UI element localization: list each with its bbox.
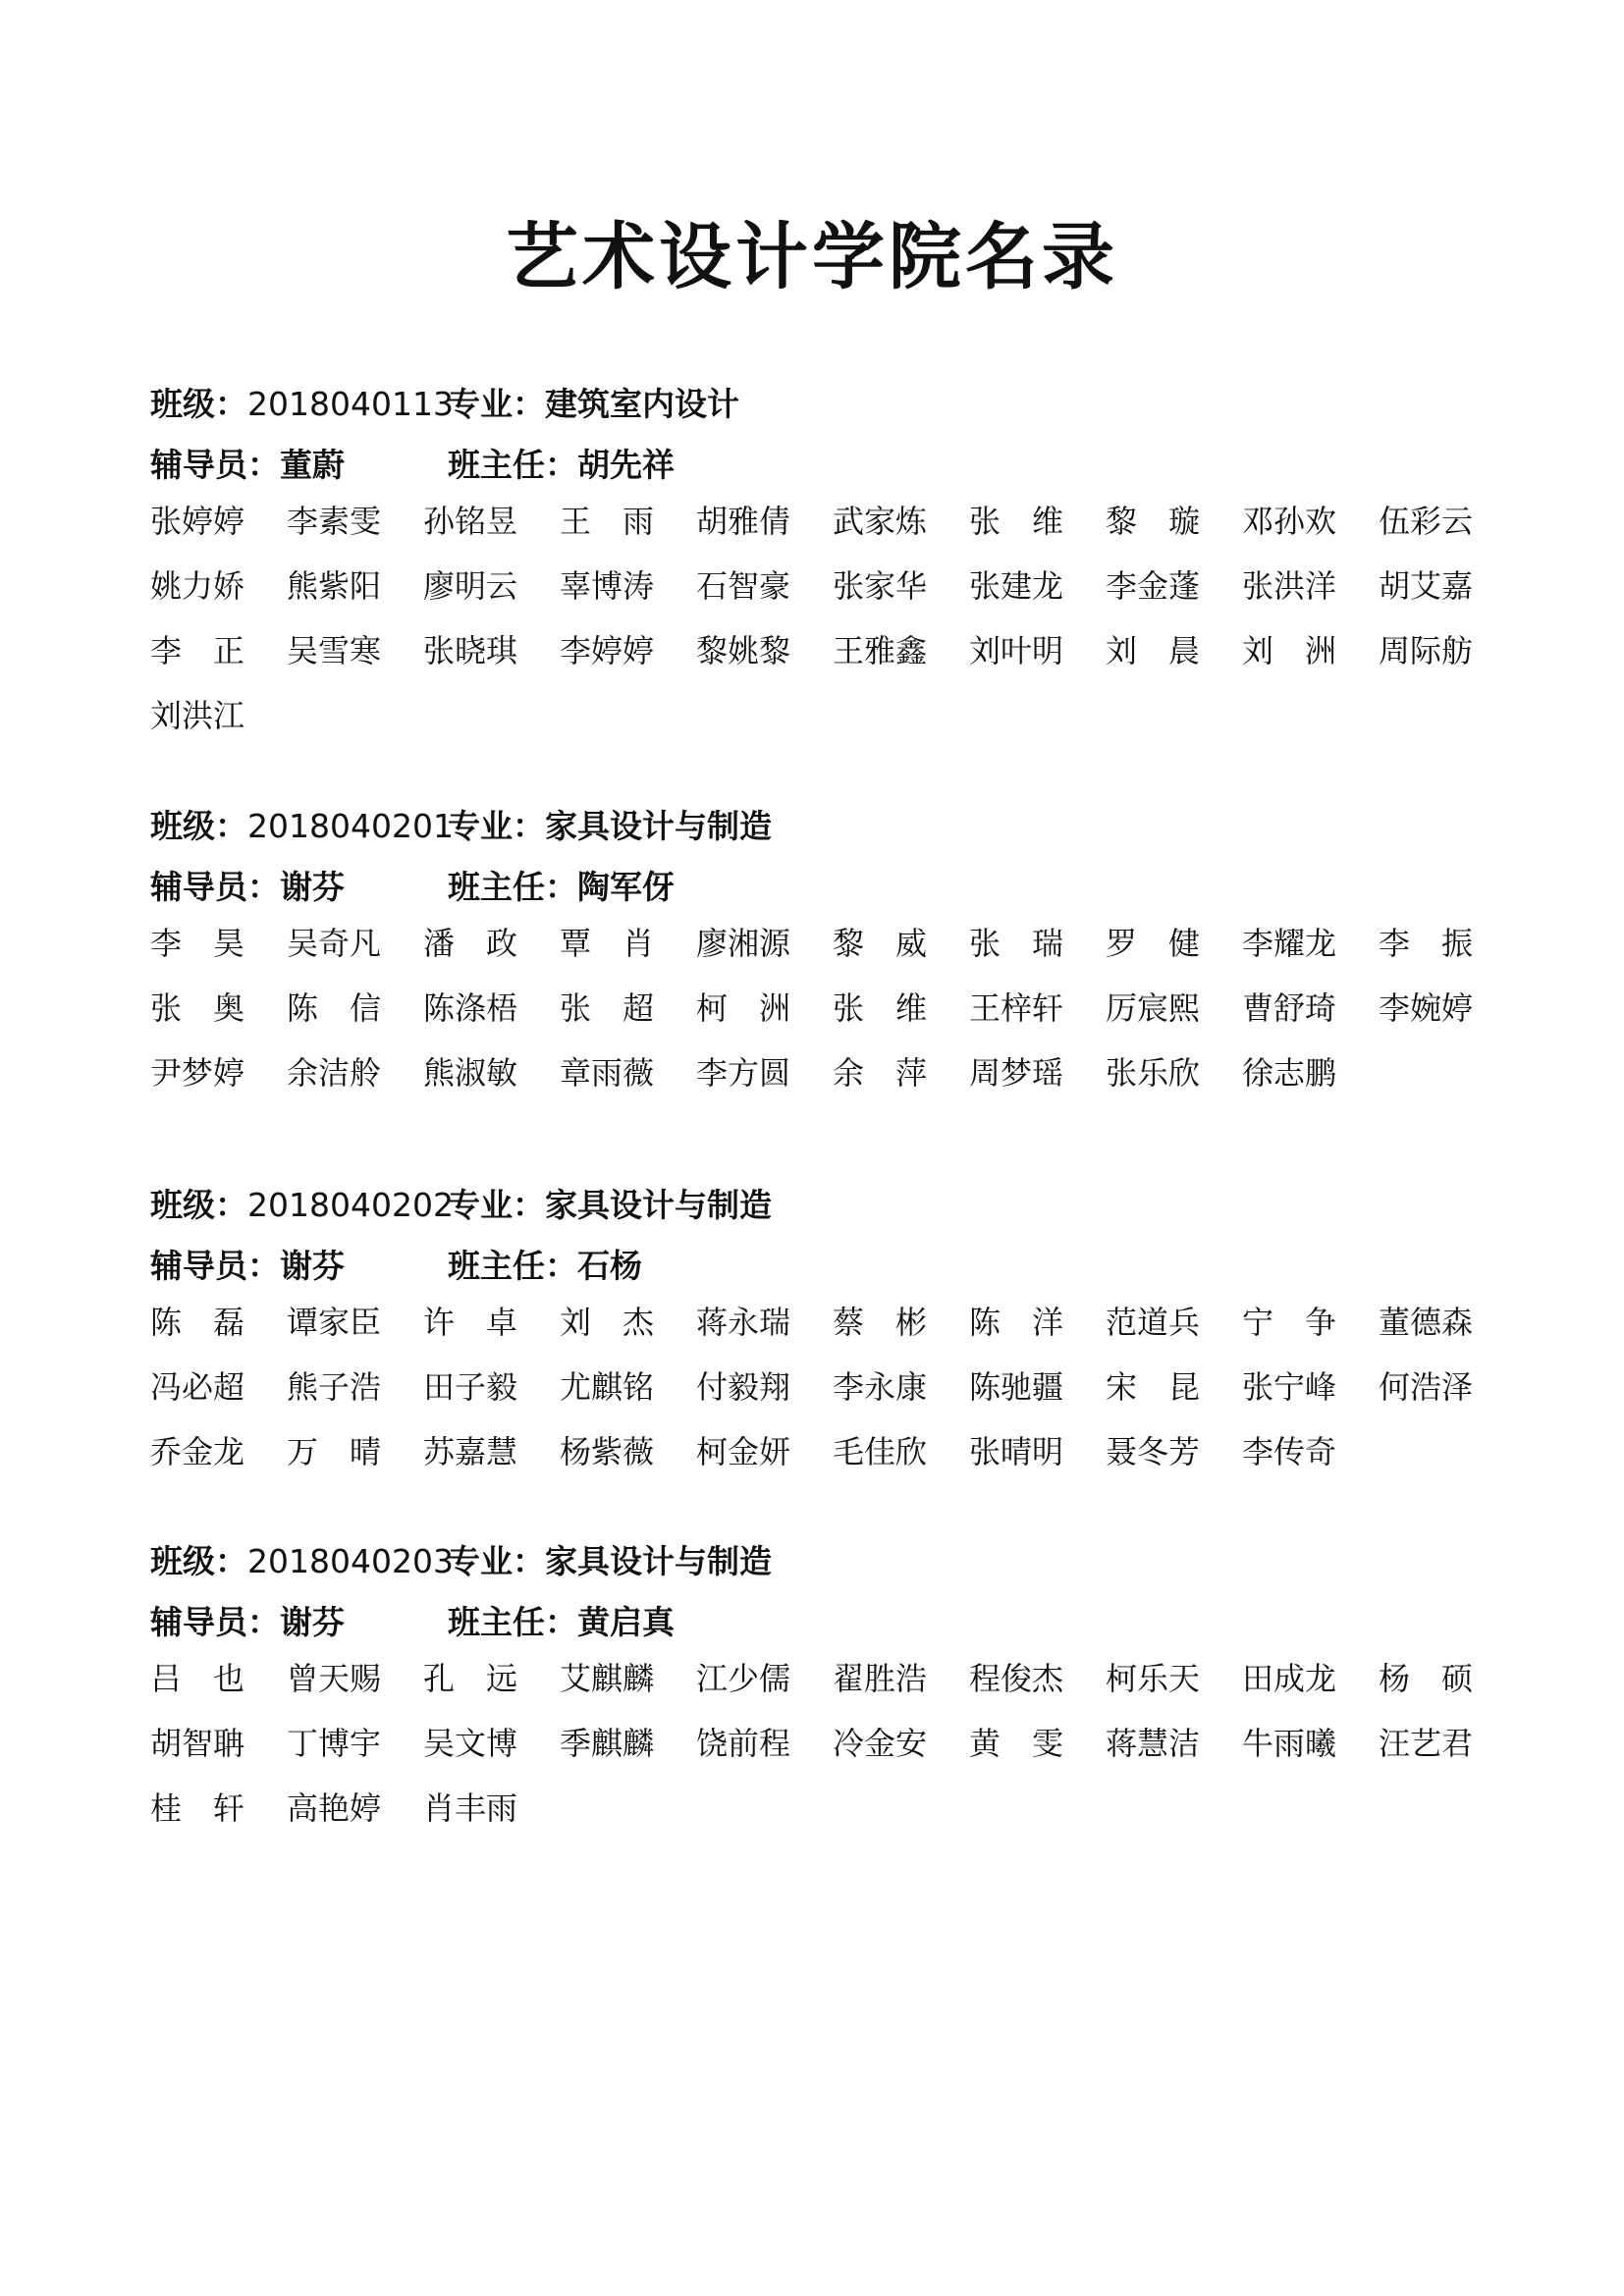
student-name: 高艳婷 — [287, 1789, 382, 1827]
student-name: 余洁舲 — [287, 1054, 382, 1092]
counselor-label: 辅导员： — [150, 868, 280, 906]
student-name: 蒋慧洁 — [1106, 1725, 1201, 1762]
class-number: 2018040201 — [247, 807, 454, 845]
student-name: 辜博涛 — [560, 567, 655, 605]
student-name: 黎 璇 — [1106, 503, 1201, 540]
staff-info-row — [150, 864, 1525, 911]
student-name: 熊淑敏 — [423, 1054, 518, 1092]
student-name: 杨紫薇 — [560, 1433, 655, 1470]
student-name: 曹舒琦 — [1242, 989, 1337, 1027]
student-name: 宋 昆 — [1106, 1368, 1201, 1406]
major-label: 专业： — [448, 385, 545, 423]
student-name: 张 奥 — [150, 989, 245, 1027]
student-name: 陈 洋 — [969, 1304, 1064, 1341]
student-name: 李金蓬 — [1106, 567, 1201, 605]
student-name: 张洪洋 — [1242, 567, 1337, 605]
student-name: 胡智聃 — [150, 1725, 245, 1762]
student-name: 艾麒麟 — [560, 1660, 655, 1697]
student-name: 潘 政 — [423, 925, 518, 962]
major-label: 专业： — [448, 1186, 545, 1224]
student-name: 熊子浩 — [287, 1368, 382, 1406]
student-name: 李婷婷 — [560, 632, 655, 669]
head-teacher-name: 黄启真 — [577, 1603, 675, 1641]
major-info — [448, 1538, 772, 1585]
student-name: 黄 雯 — [969, 1725, 1064, 1762]
student-name: 王梓轩 — [969, 989, 1064, 1027]
student-name: 牛雨曦 — [1242, 1725, 1337, 1762]
student-name: 李 正 — [150, 632, 245, 669]
major-name: 家具设计与制造 — [545, 1542, 772, 1580]
class-label: 班级： — [150, 385, 247, 423]
student-name: 张 维 — [833, 989, 928, 1027]
student-name: 徐志鹏 — [1242, 1054, 1337, 1092]
student-name: 杨 硕 — [1379, 1660, 1474, 1697]
student-name: 张晓琪 — [423, 632, 518, 669]
class-section — [150, 1182, 1525, 1496]
head-teacher-name: 石杨 — [577, 1247, 642, 1285]
student-name: 李 昊 — [150, 925, 245, 962]
student-name: 张乐欣 — [1106, 1054, 1201, 1092]
student-name: 王雅鑫 — [833, 632, 928, 669]
class-info-row — [150, 1182, 1525, 1229]
student-name: 李素雯 — [287, 503, 382, 540]
student-name: 董德森 — [1379, 1304, 1474, 1341]
student-name: 乔金龙 — [150, 1433, 245, 1470]
class-info-row — [150, 381, 1525, 428]
major-info — [448, 803, 772, 850]
student-name: 陈涤梧 — [423, 989, 518, 1027]
major-info — [448, 1182, 772, 1229]
student-name: 程俊杰 — [969, 1660, 1064, 1697]
student-name: 张建龙 — [969, 567, 1064, 605]
student-name: 廖明云 — [423, 567, 518, 605]
student-name: 黎姚黎 — [696, 632, 791, 669]
counselor-name: 谢芬 — [280, 1603, 345, 1641]
major-name: 建筑室内设计 — [545, 385, 739, 423]
student-name: 饶前程 — [696, 1725, 791, 1762]
student-name: 武家炼 — [833, 503, 928, 540]
student-name: 冯必超 — [150, 1368, 245, 1406]
student-name: 谭家臣 — [287, 1304, 382, 1341]
student-name: 周梦瑶 — [969, 1054, 1064, 1092]
student-name: 刘洪江 — [150, 697, 245, 734]
student-name: 张宁峰 — [1242, 1368, 1337, 1406]
student-list — [150, 501, 1525, 760]
student-name: 柯金妍 — [696, 1433, 791, 1470]
student-name: 张家华 — [833, 567, 928, 605]
class-label: 班级： — [150, 807, 247, 845]
counselor-name: 董蔚 — [280, 446, 345, 484]
student-name: 柯 洲 — [696, 989, 791, 1027]
head-teacher-name: 胡先祥 — [577, 446, 675, 484]
student-name: 邓孙欢 — [1242, 503, 1337, 540]
student-name: 曾天赐 — [287, 1660, 382, 1697]
student-name: 田子毅 — [423, 1368, 518, 1406]
student-name: 聂冬芳 — [1106, 1433, 1201, 1470]
counselor-name: 谢芬 — [280, 868, 345, 906]
student-name: 陈 信 — [287, 989, 382, 1027]
student-name: 尤麒铭 — [560, 1368, 655, 1406]
student-name: 王 雨 — [560, 503, 655, 540]
student-name: 李永康 — [833, 1368, 928, 1406]
student-name: 胡雅倩 — [696, 503, 791, 540]
head-teacher-label: 班主任： — [448, 446, 577, 484]
student-name: 范道兵 — [1106, 1304, 1201, 1341]
student-name: 吕 也 — [150, 1660, 245, 1697]
class-number: 2018040203 — [247, 1542, 454, 1580]
student-name: 张 维 — [969, 503, 1064, 540]
student-name: 廖湘源 — [696, 925, 791, 962]
class-label: 班级： — [150, 1186, 247, 1224]
head-teacher-label: 班主任： — [448, 868, 577, 906]
student-name: 付毅翔 — [696, 1368, 791, 1406]
student-name: 陈驰疆 — [969, 1368, 1064, 1406]
student-name: 毛佳欣 — [833, 1433, 928, 1470]
student-name: 李耀龙 — [1242, 925, 1337, 962]
student-name: 刘叶明 — [969, 632, 1064, 669]
student-name: 伍彩云 — [1379, 503, 1474, 540]
student-name: 张婷婷 — [150, 503, 245, 540]
class-section — [150, 1538, 1525, 1852]
student-name: 蔡 彬 — [833, 1304, 928, 1341]
counselor-label: 辅导员： — [150, 446, 280, 484]
major-info — [448, 381, 739, 428]
student-name: 苏嘉慧 — [423, 1433, 518, 1470]
student-name: 张晴明 — [969, 1433, 1064, 1470]
student-name: 汪艺君 — [1379, 1725, 1474, 1762]
student-name: 李婉婷 — [1379, 989, 1474, 1027]
student-name: 刘 杰 — [560, 1304, 655, 1341]
student-name: 罗 健 — [1106, 925, 1201, 962]
student-name: 刘 晨 — [1106, 632, 1201, 669]
student-name: 季麒麟 — [560, 1725, 655, 1762]
student-name: 刘 洲 — [1242, 632, 1337, 669]
student-name: 李传奇 — [1242, 1433, 1337, 1470]
student-name: 周际舫 — [1379, 632, 1474, 669]
student-name: 李 振 — [1379, 925, 1474, 962]
major-name: 家具设计与制造 — [545, 1186, 772, 1224]
head-teacher-info — [448, 1599, 675, 1646]
counselor-label: 辅导员： — [150, 1603, 280, 1641]
student-name: 章雨薇 — [560, 1054, 655, 1092]
head-teacher-label: 班主任： — [448, 1603, 577, 1641]
student-name: 余 萍 — [833, 1054, 928, 1092]
student-name: 何浩泽 — [1379, 1368, 1474, 1406]
student-name: 李方圆 — [696, 1054, 791, 1092]
student-name: 厉宸熙 — [1106, 989, 1201, 1027]
student-name: 翟胜浩 — [833, 1660, 928, 1697]
student-name: 万 晴 — [287, 1433, 382, 1470]
student-name: 孙铭昱 — [423, 503, 518, 540]
head-teacher-name: 陶军伢 — [577, 868, 675, 906]
student-name: 丁博宇 — [287, 1725, 382, 1762]
student-name: 蒋永瑞 — [696, 1304, 791, 1341]
class-section — [150, 803, 1525, 1117]
student-name: 肖丰雨 — [423, 1789, 518, 1827]
student-name: 覃 肖 — [560, 925, 655, 962]
class-section — [150, 381, 1525, 760]
head-teacher-info — [448, 1243, 642, 1290]
student-name: 田成龙 — [1242, 1660, 1337, 1697]
major-label: 专业： — [448, 807, 545, 845]
head-teacher-label: 班主任： — [448, 1247, 577, 1285]
class-label: 班级： — [150, 1542, 247, 1580]
counselor-name: 谢芬 — [280, 1247, 345, 1285]
student-name: 吴雪寒 — [287, 632, 382, 669]
student-name: 熊紫阳 — [287, 567, 382, 605]
student-list — [150, 923, 1525, 1117]
student-name: 张 超 — [560, 989, 655, 1027]
student-name: 桂 轩 — [150, 1789, 245, 1827]
class-info-row — [150, 1538, 1525, 1585]
student-name: 宁 争 — [1242, 1304, 1337, 1341]
head-teacher-info — [448, 864, 675, 911]
student-name: 黎 威 — [833, 925, 928, 962]
student-name: 吴奇凡 — [287, 925, 382, 962]
class-number: 2018040113 — [247, 385, 454, 423]
staff-info-row — [150, 1599, 1525, 1646]
class-number: 2018040202 — [247, 1186, 454, 1224]
student-name: 冷金安 — [833, 1725, 928, 1762]
student-name: 许 卓 — [423, 1304, 518, 1341]
student-name: 江少儒 — [696, 1660, 791, 1697]
staff-info-row — [150, 442, 1525, 489]
student-name: 石智豪 — [696, 567, 791, 605]
student-name: 姚力娇 — [150, 567, 245, 605]
student-name: 张 瑞 — [969, 925, 1064, 962]
student-name: 吴文博 — [423, 1725, 518, 1762]
head-teacher-info — [448, 442, 675, 489]
staff-info-row — [150, 1243, 1525, 1290]
student-list — [150, 1658, 1525, 1852]
document-title: 艺术设计学院名录 — [506, 215, 1118, 299]
student-name: 胡艾嘉 — [1379, 567, 1474, 605]
student-name: 尹梦婷 — [150, 1054, 245, 1092]
student-name: 陈 磊 — [150, 1304, 245, 1341]
student-list — [150, 1302, 1525, 1496]
major-name: 家具设计与制造 — [545, 807, 772, 845]
student-name: 柯乐天 — [1106, 1660, 1201, 1697]
student-name: 孔 远 — [423, 1660, 518, 1697]
major-label: 专业： — [448, 1542, 545, 1580]
class-info-row — [150, 803, 1525, 850]
counselor-label: 辅导员： — [150, 1247, 280, 1285]
